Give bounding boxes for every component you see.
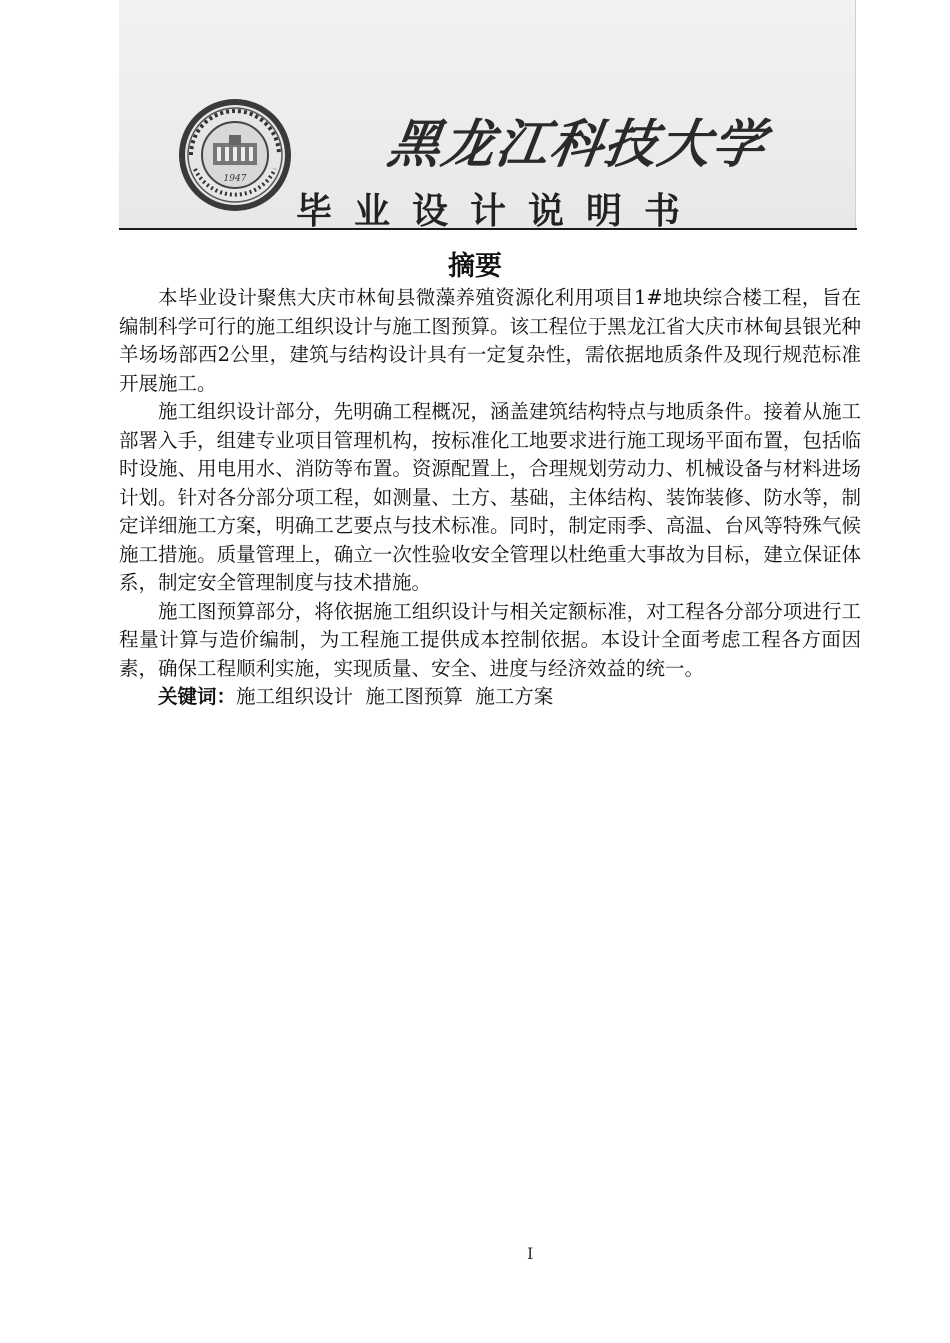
keywords-line: [119, 683, 861, 712]
university-seal-icon: [177, 97, 293, 213]
abstract-paragraph: 施工图预算部分，将依据施工组织设计与相关定额标准，对工程各分部分项进行工程量计算与造价编制，为工程施工提供成本控制依据。本设计全面考虑工程各方面因素，确保工程顺利实施，实现质量、安全、进度与经济效益的统一。: [119, 599, 861, 680]
keywords-label: 关键词：: [158, 685, 237, 708]
abstract-heading: 摘要: [448, 251, 502, 282]
header-banner: [119, 0, 856, 228]
university-name: 黑龙江科技大学: [384, 114, 771, 175]
keywords-value: 施工组织设计 施工图预算 施工方案: [236, 685, 554, 708]
document-title: 毕业设计说明书: [296, 191, 703, 228]
header-divider: [119, 228, 857, 230]
seal-year: 1947: [223, 174, 247, 184]
abstract-body: [119, 284, 861, 712]
abstract-paragraph: 施工组织设计部分，先明确工程概况，涵盖建筑结构特点与地质条件。接着从施工部署入手，组建专业项目管理机构，按标准化工地要求进行施工现场平面布置，包括临时设施、用电用水、消防等布置。资源配置上，合理规划劳动力、机械设备与材料进场计划。针对各分部分项工程，如测量、土方、基础，主体结构、装饰装修、防水等，制定详细施工方案，明确工艺要点与技术标准。同时，制定雨季、高温、台风等特殊气候施工措施。质量管理上，确立一次性验收安全管理以杜绝重大事故为目标，建立保证体系，制定安全管理制度与技术措施。: [119, 400, 861, 594]
header-edge: [855, 0, 856, 229]
abstract-paragraph: 本毕业设计聚焦大庆市林甸县微藻养殖资源化利用项目1#地块综合楼工程，旨在编制科学可行的施工组织设计与施工图预算。该工程位于黑龙江省大庆市林甸县银光种羊场场部西2公里，建筑与结构设计具有一定复杂性，需依据地质条件及现行规范标准开展施工。: [119, 286, 861, 395]
page-number: I: [527, 1244, 534, 1263]
